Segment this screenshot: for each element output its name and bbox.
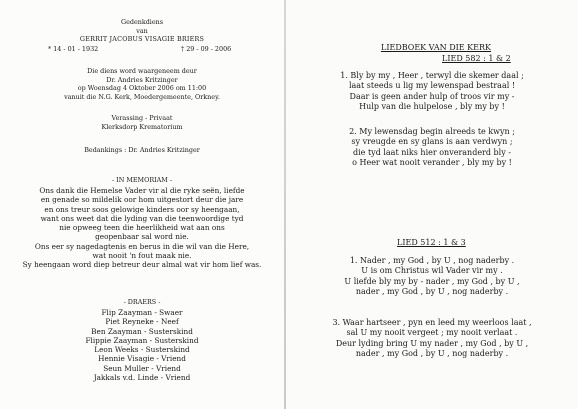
heading-line: Gedenkdiens [120, 18, 164, 26]
memoriam-line: geopenbaar sal word nie. [95, 232, 189, 242]
lied-512-verse-3 [286, 318, 578, 360]
right-panel [286, 0, 578, 409]
draer-item: Seun Muller - Vriend [103, 363, 181, 373]
lied-582-verse-2 [286, 127, 578, 169]
memoriam-line: Ons eer sy nagedagtenis en berus in die wil van die Here, [34, 241, 250, 251]
deceased-name: GERRIT JACOBUS VISAGIE BRIERS [79, 35, 205, 44]
heading-line: van [136, 26, 148, 35]
memoriam-line: Sy heengaan word diep betreur deur almal wat vir hom lief was. [22, 260, 262, 270]
hymnbook-title: LIEDBOEK VAN DIE KERK [381, 43, 491, 52]
service-line: Die diens word waargeneem deur [87, 67, 197, 75]
service-line: op Woensdag 4 Oktober 2006 om 11:00 [77, 84, 207, 93]
memoriam-text [0, 186, 284, 270]
draer-item: Jakkals v.d. Linde - Vriend [93, 373, 191, 383]
draer-item: Flippie Zaayman - Susterskind [85, 335, 199, 345]
cremation-line: Klerksdorp Krematorium [101, 122, 183, 131]
verse-line: U is om Christus wil Vader vir my . [361, 266, 503, 276]
memoriam-line: nie opweeg teen die heerlikheid wat aan ons [59, 223, 225, 233]
verse-line: sy vreugde en sy glans is aan verdwyn ; [351, 137, 513, 147]
verse-line: die tyd laat niks hier onveranderd bly - [353, 147, 511, 157]
service-block [0, 67, 284, 101]
verse-line: laat steeds u lig my lewenspad bestraal ! [348, 81, 516, 91]
draers-title: - DRAERS - [123, 298, 161, 306]
left-panel [0, 0, 284, 409]
lied-582-title: LIED 582 : 1 & 2 [442, 54, 511, 63]
cremation-line: Verassing - Privaat [111, 114, 173, 122]
draers-list [0, 308, 284, 382]
verse-line: Deur lyding bring U my nader , my God , by U , [335, 338, 529, 348]
service-line: Dr. Andries Kritzinger [106, 75, 178, 84]
verse-line: Daar is geen ander hulp of troos vir my - [349, 91, 515, 101]
memoriam-title: - IN MEMORIAM - [111, 176, 172, 184]
thanks-line: Bedankings : Dr. Andries Kritzinger [84, 146, 200, 154]
draer-item: Leon Weeks - Susterskind [94, 345, 190, 355]
service-line: vanuit die N.G. Kerk, Moedergemeente, Orkney. [64, 92, 220, 101]
birth-date: * 14 - 01 - 1932 [48, 45, 99, 53]
lied-512-verse-1 [286, 256, 578, 298]
death-date: † 29 - 09 - 2006 [181, 45, 232, 53]
draer-item: Ben Zaayman - Susterskind [91, 326, 193, 336]
verse-line: 1. Nader , my God , by U , nog naderby . [349, 256, 515, 265]
draer-item: Flip Zaayman - Swaer [101, 308, 183, 317]
verse-line: sal U my nooit vergeet ; my nooit verlaat . [346, 328, 518, 338]
lied-512-title: LIED 512 : 1 & 3 [397, 238, 466, 247]
verse-line: 2. My lewensdag begin alreeds te kwyn ; [349, 127, 515, 136]
verse-line: Hulp van die hulpelose , bly my by ! [359, 102, 505, 112]
cremation-block [0, 114, 284, 131]
draer-item: Piet Reyneke - Neef [105, 317, 179, 327]
draer-item: Hennie Visagie - Vriend [98, 354, 186, 364]
memoriam-line: want ons weet dat die lyding van die teenwoordige tyd [40, 213, 244, 223]
verse-line: nader , my God , by U , nog naderby . [355, 349, 509, 359]
memoriam-line: wat nooit 'n fout maak nie. [92, 251, 192, 261]
lied-582-verse-1 [286, 71, 578, 113]
verse-line: o Heer wat nooit verander , bly my by ! [352, 158, 512, 168]
verse-line: U liefde bly my by - nader , my God , by U , [344, 276, 520, 286]
heading-block [0, 18, 284, 44]
memoriam-line: en ons treur soos gelowige kinders oor sy heengaan, [44, 204, 240, 214]
verse-line: nader , my God , by U , nog naderby . [355, 287, 509, 297]
verse-line: 1. Bly by my , Heer , terwyl die skemer daal ; [340, 71, 524, 80]
memoriam-line: Ons dank die Hemelse Vader vir al die ryke seën, liefde [39, 186, 245, 195]
memoriam-line: en genade so mildelik oor hom uitgestort deur die jare [40, 195, 244, 205]
verse-line: 3. Waar hartseer , pyn en leed my weerloos laat , [332, 318, 532, 327]
